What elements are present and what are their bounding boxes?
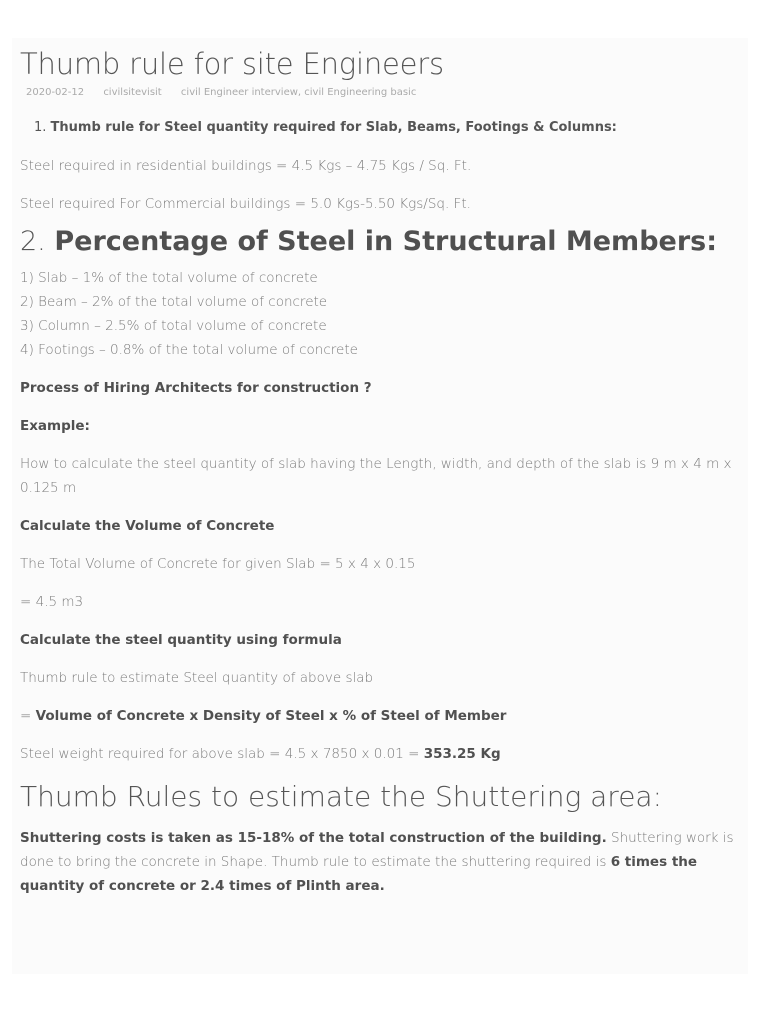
section-heading-shuttering: Thumb Rules to estimate the Shuttering area: (20, 780, 663, 813)
list-item: 3) Column – 2.5% of total volume of concrete (20, 318, 327, 334)
volume-result-text: = 4.5 m3 (20, 594, 84, 610)
percentage-list (20, 266, 740, 362)
section-heading-percentage (20, 224, 740, 260)
list-item: 1) Slab – 1% of the total volume of concrete (20, 270, 318, 286)
formula-text (20, 704, 740, 728)
list-item-text: Thumb rule for Steel quantity required for Slab, Beams, Footings & Columns: (50, 120, 617, 135)
article-content (20, 44, 740, 898)
total-volume-text: The Total Volume of Concrete for given Slab = 5 x 4 x 0.15 (20, 556, 416, 572)
calc-volume-heading: Calculate the Volume of Concrete (20, 518, 275, 534)
example-text: How to calculate the steel quantity of slab having the Length, width, and depth of the slab is 9 m x 4 m x 0.125 m (20, 456, 732, 496)
formula-bold: Volume of Concrete x Density of Steel x % of Steel of Member (35, 708, 507, 724)
post-date[interactable]: 2020-02-12 (26, 87, 85, 98)
shuttering-text: Shuttering work is done to bring the concrete in Shape. Thumb rule to estimate the shuttering required is (20, 830, 734, 870)
steel-weight-result: 353.25 Kg (423, 746, 501, 762)
commercial-steel-text: Steel required For Commercial buildings = 5.0 Kgs-5.50 Kgs/Sq. Ft. (20, 196, 471, 212)
category-link-basic[interactable]: civil Engineering basic (304, 87, 417, 98)
formula-prefix: = (20, 708, 36, 724)
post-categories (181, 87, 416, 98)
heading-text: Percentage of Steel in Structural Members: (54, 226, 718, 257)
list-item: 4) Footings – 0.8% of the total volume of concrete (20, 342, 358, 358)
page-title: Thumb rule for site Engineers (20, 47, 444, 81)
calc-steel-heading: Calculate the steel quantity using formula (20, 632, 342, 648)
post-author[interactable]: civilsitevisit (103, 87, 162, 98)
category-link-interview[interactable]: civil Engineer interview (180, 87, 298, 98)
post-meta (26, 86, 740, 100)
steel-weight-text (20, 742, 740, 766)
list-number: 1. (34, 120, 47, 135)
shuttering-bold-1: Shuttering costs is taken as 15-18% of the total construction of the building. (20, 830, 607, 846)
list-item: 2) Beam – 2% of the total volume of concrete (20, 294, 328, 310)
steel-weight-calc: Steel weight required for above slab = 4.5 x 7850 x 0.01 = (20, 746, 424, 762)
shuttering-bold-2: 6 times the quantity of concrete or 2.4 times of Plinth area. (20, 854, 698, 894)
shuttering-paragraph (20, 826, 740, 898)
example-label: Example: (20, 418, 90, 434)
thumb-estimate-text: Thumb rule to estimate Steel quantity of above slab (20, 670, 374, 686)
residential-steel-text: Steel required in residential buildings = 4.5 Kgs – 4.75 Kgs / Sq. Ft. (20, 158, 472, 174)
heading-number: 2. (20, 226, 55, 257)
category-separator: , (297, 87, 305, 98)
list-item-steel-quantity (34, 118, 740, 138)
hiring-architects-link[interactable]: Process of Hiring Architects for construction ? (20, 380, 372, 396)
